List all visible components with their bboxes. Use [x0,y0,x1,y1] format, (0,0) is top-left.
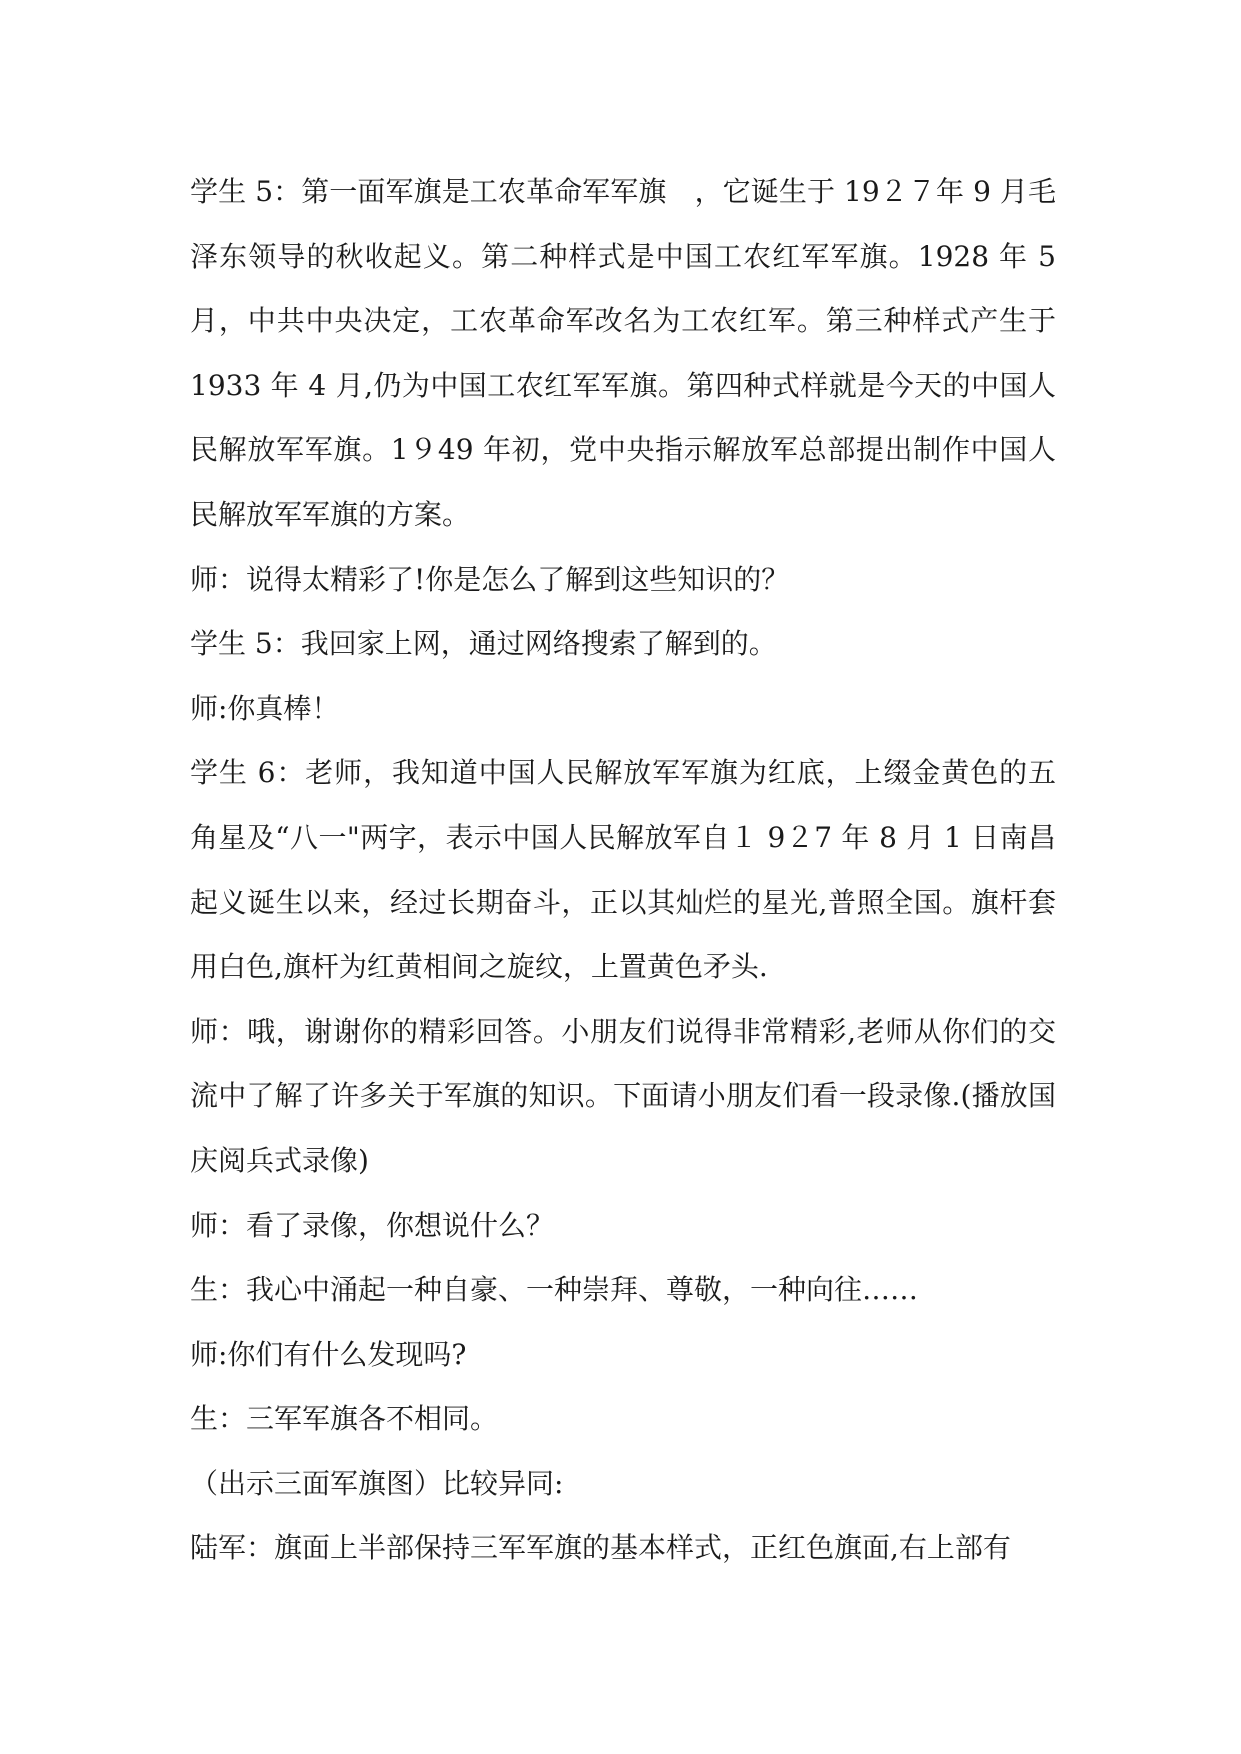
paragraph-student6-flag-description: 学生 6：老师，我知道中国人民解放军军旗为红底，上缀金黄色的五角星及“八一"两字，表示中国人民解放军自１ 9２7 年 8 月 1 日南昌起义诞生以来，经过长期奋斗，正以其灿烂的星光,普照全国。旗杆套用白色,旗杆为红黄相间之旋纹，上置黄色矛头. [190,756,1056,984]
paragraph-teacher-discovery: 师:你们有什么发现吗? [190,1337,467,1371]
paragraph-student5-flag-history: 学生 5：第一面军旗是工农革命军军旗 ，它诞生于 19２７年 9 月毛泽东领导的秋收起义。第二种样式是中国工农红军军旗。1928 年 5 月，中共中央决定，工农革命军改名为工农红军。第三种样式产生于 1933 年 4 月,仍为中国工农红军军旗。第四种式样就是今天的中国人民解放军军旗。1９49 年初，党中央指示解放军总部提出制作中国人民解放军军旗的方案。 [190,175,1056,531]
paragraph-student-feelings: 生：我心中涌起一种自豪、一种崇拜、尊敬，一种向往…… [190,1273,919,1307]
document-page [190,160,1056,1581]
paragraph-teacher-praise: 师:你真棒！ [190,691,340,725]
paragraph-army-flag: 陆军：旗面上半部保持三军军旗的基本样式，正红色旗面,右上部有 [190,1531,1011,1565]
paragraph-teacher-question: 师：说得太精彩了!你是怎么了解到这些知识的？ [190,562,790,596]
paragraph-teacher-video-intro: 师：哦，谢谢你的精彩回答。小朋友们说得非常精彩,老师从你们的交流中了解了许多关于军旗的知识。下面请小朋友们看一段录像.(播放国庆阅兵式录像) [190,1014,1056,1177]
paragraph-student-observation: 生：三军军旗各不相同。 [190,1402,499,1436]
paragraph-student5-answer: 学生 5：我回家上网，通过网络搜索了解到的。 [190,627,777,661]
paragraph-teacher-after-video: 师：看了录像，你想说什么？ [190,1208,555,1242]
paragraph-compare-flags: （出示三面军旗图）比较异同: [190,1466,564,1500]
